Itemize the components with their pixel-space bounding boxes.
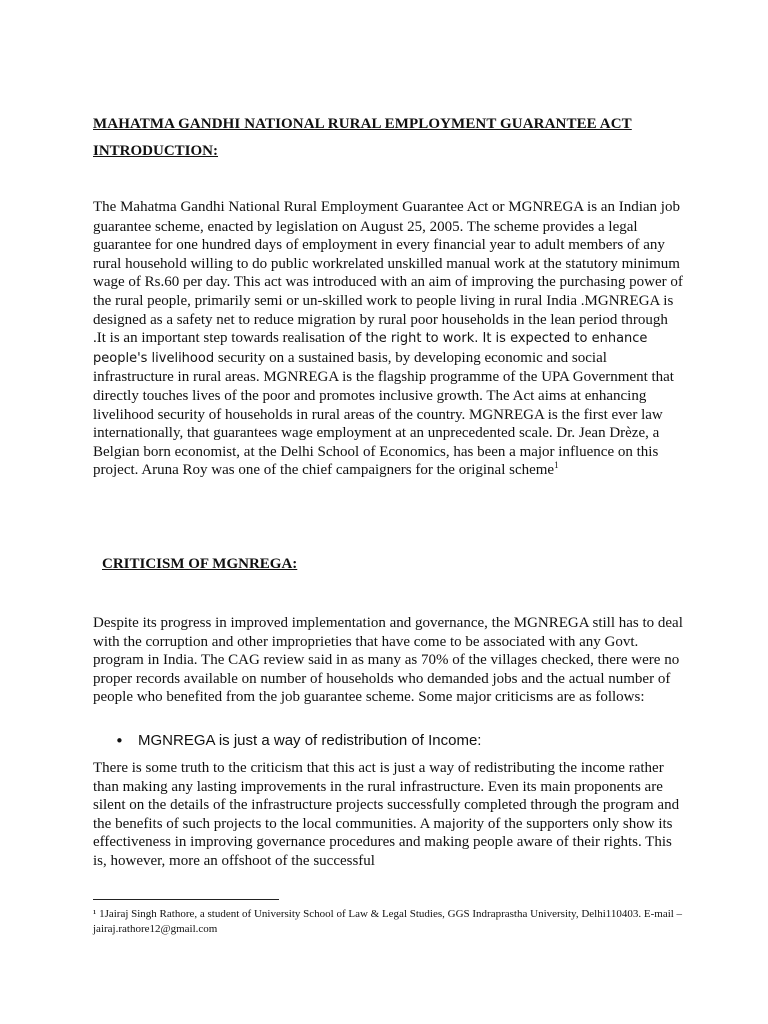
criticism-heading: CRITICISM OF MGNREGA: <box>102 556 298 572</box>
criticism-list <box>93 732 481 751</box>
intro-text-part-a: The Mahatma Gandhi National Rural Employment Guarantee Act or MGNREGA is an Indian job guarantee scheme, enacted by legislation on August 25, 2005. The scheme provides a legal guarantee for one hundred days of employment in every financial year to adult members of any rural household willing to do public workrelated unskilled manual work at the statutory minimum wage of Rs.60 per day. This act was introduced with an aim of improving the purchasing power of the rural people, primarily semi or un-skilled work to people living in rural India .MGNREGA is designed as a safety net to reduce migration by rural poor households in the lean period through .It is an important step towards realisation <box>93 199 683 347</box>
intro-text-sans-segment: of the right to work. It is expected to enhance people's livelihood <box>93 331 648 366</box>
intro-text-part-b: security on a sustained basis, by developing economic and social infrastructure in rural areas. MGNREGA is the flagship programme of the UPA Government that directly touches lives of the poor and promotes inclusive growth. The Act aims at enhancing livelihood security of households in rural areas of the country. MGNREGA is the first ever law internationally, that guarantees wage employment at an unprecedented scale. Dr. Jean Drèze, a Belgian born economist, at the Delhi School of Economics, has been a major influence on this project. Aruna Roy was one of the chief campaigners for the original scheme <box>93 349 674 479</box>
footnote-reference[interactable]: 1 <box>554 460 559 471</box>
bullet-icon: • <box>115 732 124 750</box>
introduction-paragraph <box>93 198 683 480</box>
footnote-mark: ¹ <box>93 908 97 920</box>
criticism-item-text: MGNREGA is just a way of redistribution of Income: <box>138 732 482 749</box>
introduction-heading: INTRODUCTION: <box>93 143 219 159</box>
document-title: MAHATMA GANDHI NATIONAL RURAL EMPLOYMENT GUARANTEE ACT <box>93 116 632 132</box>
criticism-intro-paragraph: Despite its progress in improved implementation and governance, the MGNREGA still has to deal with the corruption and other improprieties that have come to be associated with any Govt. program in India. The CAG review said in as many as 70% of the villages checked, there were no proper records available on number of households who demanded jobs and the actual number of people who benefited from the job guarantee scheme. Some major criticisms are as follows: <box>93 615 683 706</box>
footnote <box>93 907 693 937</box>
criticism-body-paragraph: There is some truth to the criticism that this act is just a way of redistributing the income rather than making any lasting improvements in the rural infrastructure. Even its main proponents are silent on the details of the infrastructure projects successfully completed through the program and the benefits of such projects to the local communities. A majority of the supporters only show its effectiveness in improving governance procedures and making people aware of their rights. This is, however, more an offshoot of the successful <box>93 760 680 869</box>
list-item <box>93 732 481 751</box>
footnote-text: 1Jairaj Singh Rathore, a student of University School of Law & Legal Studies, GGS Indraprastha University, Delhi110403. E-mail – jairaj.rathore12@gmail.com <box>93 908 683 935</box>
footnote-separator <box>93 899 279 900</box>
